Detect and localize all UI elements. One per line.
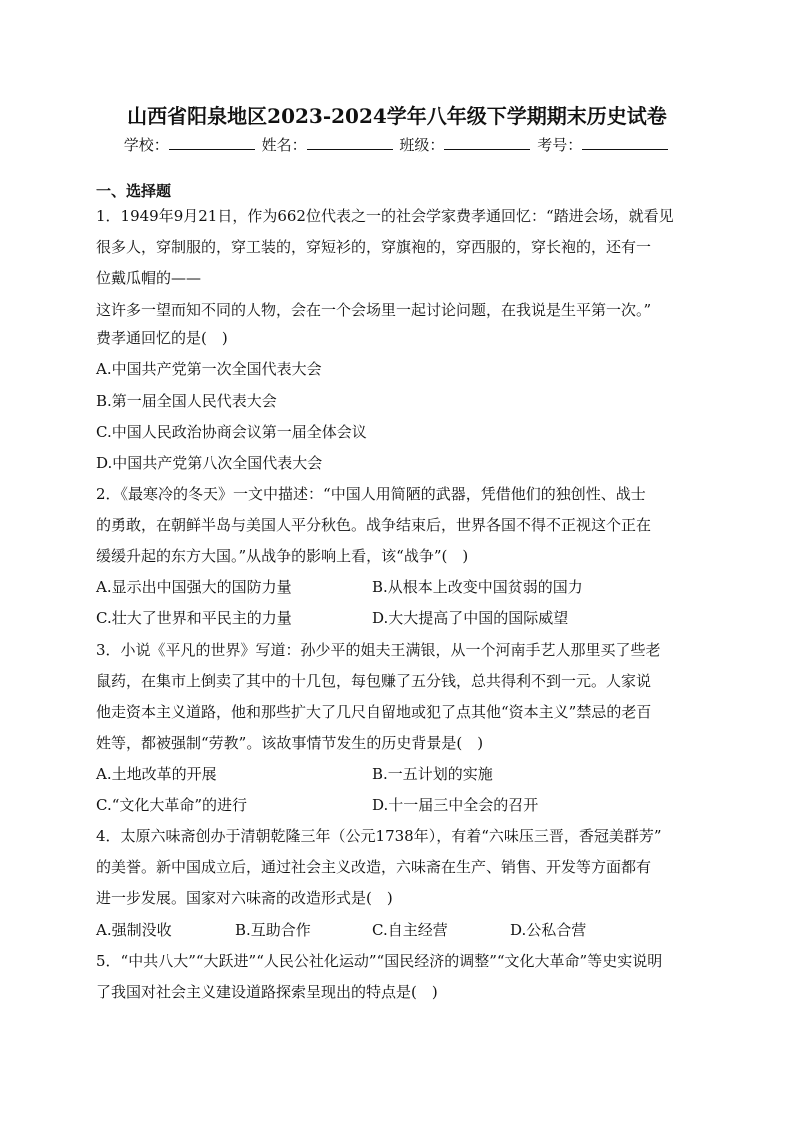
option-c[interactable]: C.中国人民政治协商会议第一届全体会议 [96, 423, 367, 441]
class-label: 班级： [399, 136, 445, 154]
question-text: 5．“中共八大”“大跃进”“人民公社化运动”“国民经济的调整”“文化大革命”等史实说明 [96, 952, 663, 970]
name-label: 姓名： [261, 136, 307, 154]
exam-title: 山西省阳泉地区2023-2024学年八年级下学期期末历史试卷 [127, 104, 667, 128]
option-c[interactable]: C.“文化大革命”的进行 [96, 796, 248, 814]
name-blank[interactable] [307, 135, 393, 150]
option-d[interactable]: D.大大提高了中国的国际威望 [372, 609, 569, 627]
question-text: 鼠药，在集市上倒卖了其中的十几包，每包赚了五分钱，总共得利不到一元。人家说 [96, 672, 652, 690]
option-b[interactable]: B.互助合作 [235, 921, 311, 939]
option-d[interactable]: D.中国共产党第八次全国代表大会 [96, 454, 323, 472]
option-a[interactable]: A.显示出中国强大的国防力量 [96, 578, 292, 596]
number-label: 考号： [537, 136, 583, 154]
option-d[interactable]: D.公私合营 [510, 921, 587, 939]
class-blank[interactable] [444, 135, 530, 150]
question-text: 3．小说《平凡的世界》写道：孙少平的姐夫王满银，从一个河南手艺人那里买了些老 [96, 641, 661, 659]
question-text: 的美誉。新中国成立后，通过社会主义改造，六味斋在生产、销售、开发等方面都有 [96, 858, 652, 876]
question-text: 这许多一望而知不同的人物，会在一个会场里一起讨论问题，在我说是生平第一次。” [96, 301, 652, 319]
option-c[interactable]: C.壮大了世界和平民主的力量 [96, 609, 292, 627]
question-text: 的勇敢，在朝鲜半岛与美国人平分秋色。战争结束后，世界各国不得不正视这个正在 [96, 516, 652, 534]
number-blank[interactable] [582, 135, 668, 150]
option-a[interactable]: A.强制没收 [96, 921, 172, 939]
option-a[interactable]: A.中国共产党第一次全国代表大会 [96, 360, 322, 378]
question-text: 4．太原六味斋创办于清朝乾隆三年（公元1738年），有着“六味压三晋，香冠美群芳” [96, 827, 662, 845]
question-text: 位戴瓜帽的—— [96, 269, 202, 287]
question-text: 2．《最寒冷的冬天》一文中描述：“中国人用简陋的武器，凭借他们的独创性、战士 [96, 485, 646, 503]
question-text: 他走资本主义道路，他和那些扩大了几尺自留地或犯了点其他“资本主义”禁忌的老百 [96, 703, 652, 721]
school-blank[interactable] [169, 135, 255, 150]
section-title: 一、选择题 [96, 182, 172, 200]
question-text: 很多人，穿制服的，穿工装的，穿短衫的，穿旗袍的，穿西服的，穿长袍的，还有一 [96, 238, 652, 256]
option-a[interactable]: A.土地改革的开展 [96, 765, 217, 783]
option-b[interactable]: B.一五计划的实施 [372, 765, 493, 783]
question-text: 费孝通回忆的是( ) [96, 329, 228, 347]
question-text: 进一步发展。国家对六味斋的改造形式是( ) [96, 889, 393, 907]
option-b[interactable]: B.第一届全国人民代表大会 [96, 392, 277, 410]
question-text: 缓缓升起的东方大国。”从战争的影响上看，该“战争”( ) [96, 547, 469, 565]
student-info-line [0, 134, 794, 156]
option-d[interactable]: D.十一届三中全会的召开 [372, 796, 539, 814]
question-text: 1．1949年9月21日，作为662位代表之一的社会学家费孝通回忆：“踏进会场，就看见 [96, 207, 674, 225]
school-label: 学校： [123, 136, 169, 154]
option-c[interactable]: C.自主经营 [372, 921, 448, 939]
option-b[interactable]: B.从根本上改变中国贫弱的国力 [372, 578, 583, 596]
question-text: 姓等，都被强制“劳教”。该故事情节发生的历史背景是( ) [96, 734, 484, 752]
question-text: 了我国对社会主义建设道路探索呈现出的特点是( ) [96, 983, 438, 1001]
